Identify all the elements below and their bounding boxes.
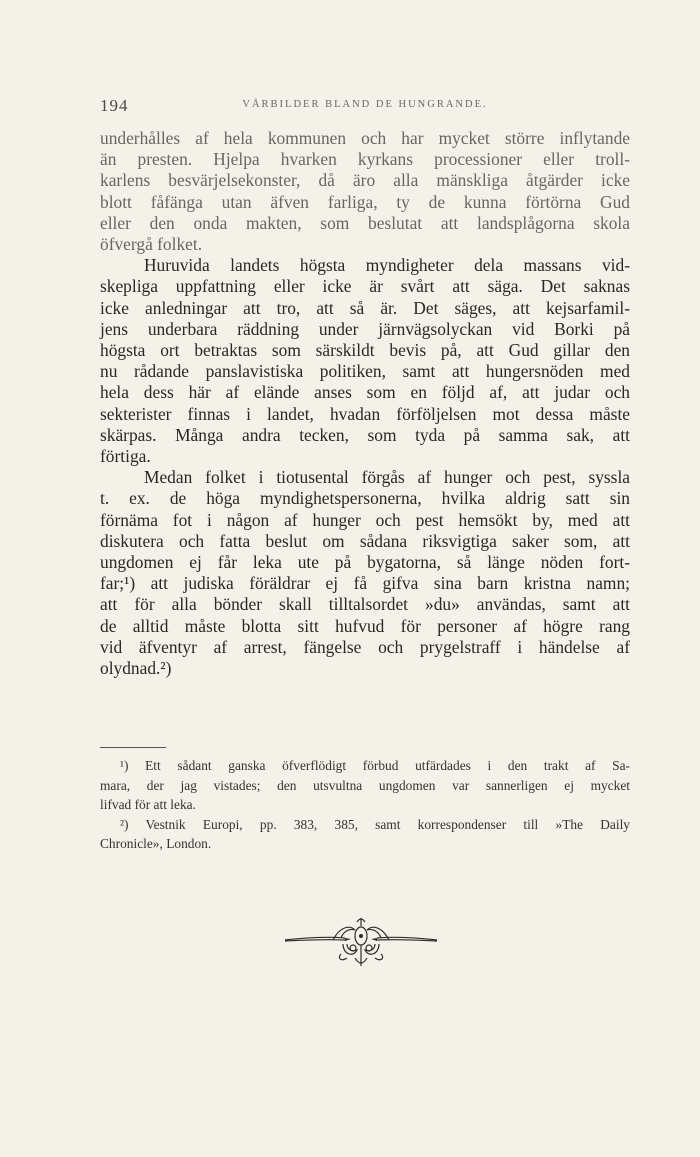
text-line: förnäma fot i någon af hunger och pest hemsökt by, med att <box>100 509 630 530</box>
text-line: olydnad.²) <box>100 658 172 679</box>
text-line: eller den onda makten, som beslutat att landsplågorna skola <box>100 212 630 233</box>
text-line: hela dess här af elände anses som en följd af, att judar och <box>100 382 630 403</box>
footnotes <box>100 756 630 854</box>
text-line: än presten. Hjelpa hvarken kyrkans processioner eller troll- <box>100 149 630 170</box>
text-line: ungdomen ej får leka ute på bygatorna, så länge nöden fort- <box>100 552 630 573</box>
text-line: Medan folket i tiotusental förgås af hunger och pest, syssla <box>144 467 630 488</box>
text-line: underhålles af hela kommunen och har mycket större inflytande <box>100 128 630 148</box>
text-line: Huruvida landets högsta myndigheter dela massans vid- <box>144 255 630 276</box>
footnote-divider <box>100 747 166 748</box>
text-line: sekterister finnas i landet, hvadan förföljelsen mot dessa måste <box>100 403 630 424</box>
footnote-line: ¹) Ett sådant ganska öfverflödigt förbud utfärdades i den trakt af Sa- <box>120 758 630 773</box>
text-line: far;¹) att judiska föräldrar ej få gifva sina barn kristna namn; <box>100 573 630 594</box>
text-line: karlens besvärjelsekonster, då äro alla mänskliga åtgärder icke <box>100 170 630 191</box>
text-line: att för alla bönder skall tilltalsordet »du» användas, samt att <box>100 594 630 615</box>
text-line: diskutera och fatta beslut om sådana riksvigtiga saker som, att <box>100 530 630 551</box>
paragraph-1 <box>100 128 630 255</box>
page-number: 194 <box>100 96 129 115</box>
footnote-1 <box>100 756 630 815</box>
footnote-2 <box>100 815 630 854</box>
body-text <box>100 128 630 679</box>
text-line: nu rådande panslavistiska politiken, samt att hungersnöden med <box>100 361 630 382</box>
page-header <box>100 96 630 118</box>
text-line: jens underbara räddning under järnvägsolyckan vid Borki på <box>100 318 630 339</box>
text-line: skärpas. Många andra tecken, som tyda på samma sak, att <box>100 424 630 445</box>
running-head: VÅRBILDER BLAND DE HUNGRANDE. <box>242 99 488 110</box>
footnote-line: lifvad för att leka. <box>100 797 196 813</box>
ornament-icon <box>283 914 439 970</box>
text-line: förtiga. <box>100 446 151 467</box>
text-line: skepliga uppfattning eller icke är svårt att säga. Det saknas <box>100 276 630 297</box>
paragraph-3 <box>100 467 630 679</box>
text-line: t. ex. de höga myndighetspersonerna, hvilka aldrig satt sin <box>100 488 630 509</box>
text-line: högsta ort betraktas som särskildt bevis på, att Gud gillar den <box>100 340 630 361</box>
text-line: de alltid måste blotta sitt hufvud för personer af högre rang <box>100 615 630 636</box>
text-line: vid äfventyr af arrest, fängelse och prygelstraff i händelse af <box>100 636 630 657</box>
text-line: öfvergå folket. <box>100 234 203 255</box>
text-line: blott fåfänga utan äfven farliga, ty de kunna förtörna Gud <box>100 191 630 212</box>
paragraph-2 <box>100 255 630 467</box>
footnote-line: ²) Vestnik Europi, pp. 383, 385, samt korrespondenser till »The Daily <box>120 816 630 832</box>
footnote-line: Chronicle», London. <box>100 836 212 852</box>
text-line: icke anledningar att tro, att så är. Det säges, att kejsarfamil- <box>100 297 630 318</box>
footnote-line: mara, der jag vistades; den utsvultna ungdomen var sannerligen ej mycket <box>100 777 630 793</box>
